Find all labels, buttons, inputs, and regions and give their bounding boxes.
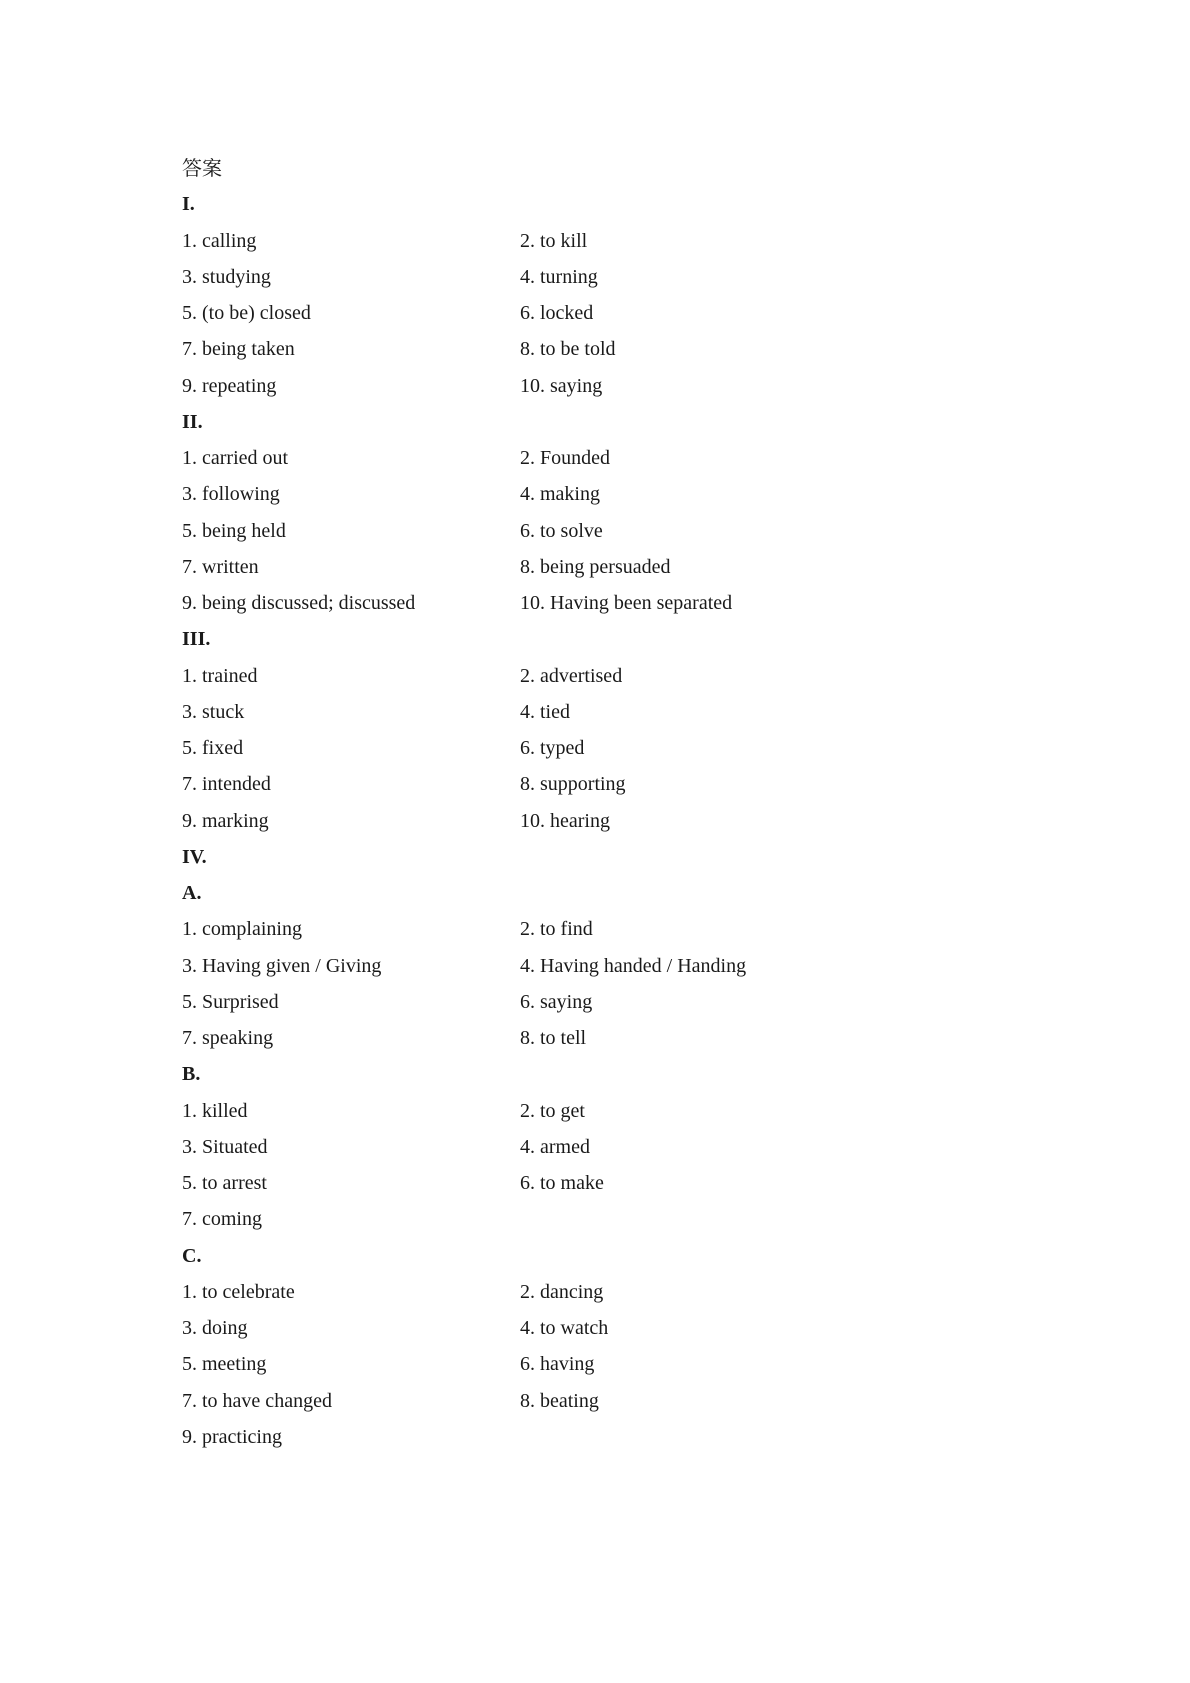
answer-row [182,948,1002,984]
answer-item: 6. to make [520,1172,604,1194]
answer-row [182,1346,1002,1382]
answer-item: 8. to tell [520,1027,587,1049]
answer-item: 9. being discussed; discussed [182,592,416,614]
answer-item: 7. coming [182,1208,262,1231]
answer-item: 6. typed [520,737,585,759]
answer-item: 4. armed [520,1135,590,1158]
section-heading-2: II. [182,410,203,433]
answer-row [182,440,1002,476]
answer-item: 1. killed [182,1099,248,1122]
answer-item: 3. stuck [182,700,245,723]
answer-item: 3. studying [182,265,271,288]
answer-item: 2. advertised [520,664,623,687]
answer-item: 2. to find [520,918,593,941]
answer-row [182,259,1002,295]
answer-item: 7. speaking [182,1027,274,1049]
answer-item: 1. calling [182,229,257,252]
answer-item: 8. being persuaded [520,555,671,578]
answer-item: 1. complaining [182,918,302,941]
answer-row [182,803,1002,839]
answer-row [182,1383,1002,1419]
section-heading-1: I. [182,193,195,216]
answer-item: 1. to celebrate [182,1280,295,1303]
answer-row [182,1165,1002,1201]
answer-item: 2. to kill [520,229,588,252]
answer-item: 10. Having been separated [520,592,733,614]
answer-item: 6. locked [520,302,594,324]
answer-item: 5. meeting [182,1353,267,1376]
answer-item: 9. marking [182,809,269,832]
answer-item: 7. to have changed [182,1389,332,1412]
answer-row [182,513,1002,549]
answer-item: 5. fixed [182,737,244,759]
answer-row [182,1419,1002,1455]
answer-row [182,1201,1002,1237]
answer-row [182,658,1002,694]
answer-row [182,549,1002,585]
answer-item: 10. saying [520,374,603,397]
subsection-heading-b: B. [182,1063,201,1086]
answer-item: 8. beating [520,1389,599,1412]
answer-row [182,911,1002,947]
answer-row [182,295,1002,331]
answer-row [182,585,1002,621]
answer-item: 4. Having handed / Handing [520,954,747,977]
answer-item: 5. (to be) closed [182,302,311,324]
answer-item: 6. having [520,1353,595,1376]
answer-item: 2. dancing [520,1280,604,1303]
answer-item: 9. practicing [182,1425,282,1448]
answer-item: 2. Founded [520,447,610,469]
answer-row [182,476,1002,512]
answer-row [182,694,1002,730]
answer-item: 10. hearing [520,809,610,832]
answer-item: 4. making [520,483,600,506]
answer-item: 2. to get [520,1099,585,1122]
answer-item: 4. turning [520,265,598,288]
subsection-heading-c: C. [182,1244,202,1267]
answer-item: 8. to be told [520,338,616,361]
answer-item: 9. repeating [182,374,277,397]
answer-item: 5. being held [182,519,286,542]
answer-item: 7. written [182,555,259,578]
answer-item: 5. to arrest [182,1172,267,1194]
answer-item: 3. Having given / Giving [182,954,382,977]
subsection-heading-a: A. [182,882,202,904]
answer-row [182,1020,1002,1056]
answer-row [182,331,1002,367]
answer-item: 7. intended [182,773,271,796]
answer-item: 6. saying [520,990,593,1013]
answer-item: 8. supporting [520,773,626,796]
answer-row [182,730,1002,766]
answer-row [182,766,1002,802]
answer-item: 1. carried out [182,447,289,469]
answer-row [182,984,1002,1020]
answer-row [182,1093,1002,1129]
answer-item: 5. Surprised [182,990,279,1013]
answer-item: 1. trained [182,664,258,687]
answer-row [182,1129,1002,1165]
answer-item: 7. being taken [182,338,295,361]
section-heading-4: IV. [182,845,207,868]
answer-item: 3. Situated [182,1135,268,1158]
answer-item: 4. to watch [520,1317,609,1339]
answer-item: 3. following [182,483,280,506]
answer-row [182,223,1002,259]
answer-item: 3. doing [182,1317,248,1339]
answer-row [182,368,1002,404]
answer-item: 6. to solve [520,519,603,542]
answer-item: 4. tied [520,700,570,723]
section-heading-3: III. [182,628,211,651]
answer-key [182,150,1002,1455]
page-title: 答案 [182,156,222,180]
answer-row [182,1274,1002,1310]
answer-row [182,1310,1002,1346]
